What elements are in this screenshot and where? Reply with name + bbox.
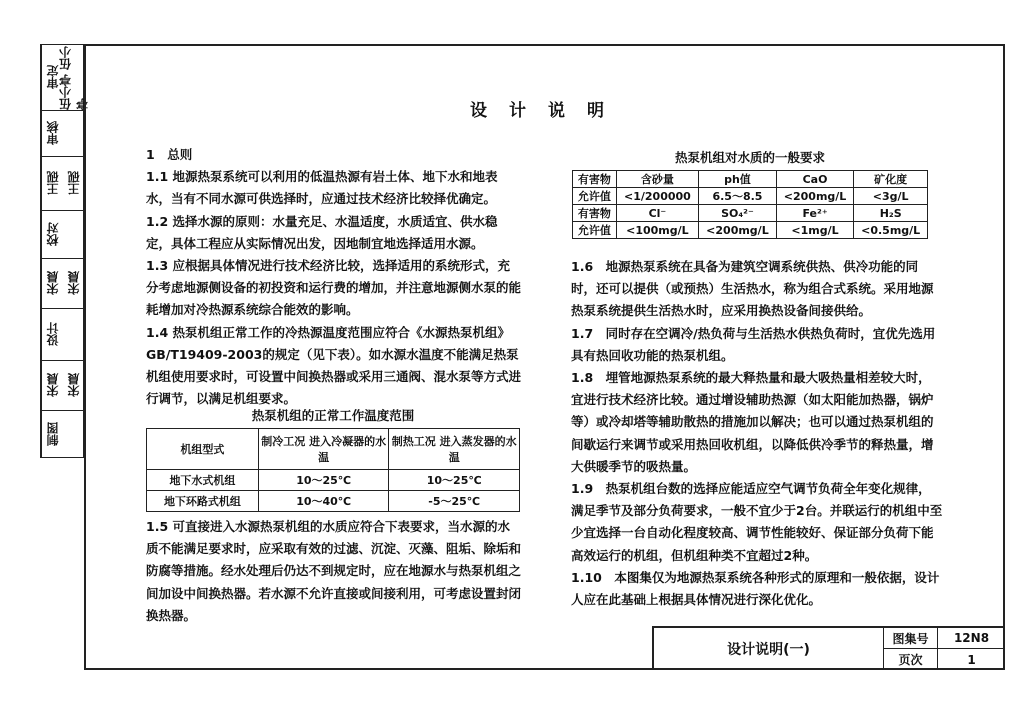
table-cell: H₂S — [854, 205, 928, 222]
table-header: 机组型式 — [147, 429, 259, 470]
role-label: 设计 — [41, 309, 63, 360]
table-cell: 10～40℃ — [258, 491, 389, 512]
signature — [63, 111, 84, 156]
table-cell: SO₄²⁻ — [699, 205, 777, 222]
signature-row — [41, 157, 83, 211]
water-quality-table — [572, 170, 928, 239]
signature-row — [41, 45, 90, 111]
table-cell: <3g/L — [854, 188, 928, 205]
table-cell: 有害物 — [573, 205, 617, 222]
paragraph: 1.3 应根据具体情况进行技术经济比较，选择适用的系统形式，充分考虑地源侧设备的初投资和运行费的增加，并注意地源侧水泵的能耗增加对冷热源系统综合能效的影响。 — [146, 258, 522, 318]
table-cell: CaO — [776, 171, 854, 188]
title-block — [652, 626, 1005, 670]
left-column-continued — [146, 516, 522, 627]
table-cell: -5～25℃ — [389, 491, 520, 512]
table-row — [147, 429, 520, 470]
table-cell: Fe²⁺ — [776, 205, 854, 222]
table-cell: Cl⁻ — [616, 205, 699, 222]
page-number: 1 — [967, 652, 976, 667]
table-row — [147, 470, 520, 491]
signature-row — [41, 361, 83, 411]
table1-caption: 热泵机组的正常工作温度范围 — [251, 408, 415, 423]
signature: 宋晨 — [67, 373, 81, 398]
review-signature-strip — [40, 44, 90, 458]
right-column — [571, 256, 943, 611]
table-row — [147, 491, 520, 512]
table-cell: 10～25℃ — [389, 470, 520, 491]
role-label: 校对 — [41, 211, 63, 258]
table-cell: 矿化度 — [854, 171, 928, 188]
role-label: 宋晨 — [41, 361, 63, 410]
paragraph: 1.10 本图集仅为地源热泵系统各种形式的原理和一般依据，设计人应在此基础上根据具体情况进行深化优化。 — [571, 569, 940, 608]
signature — [63, 309, 84, 360]
table-cell: 含砂量 — [616, 171, 699, 188]
table-cell: <100mg/L — [616, 222, 699, 239]
table-cell: <1/200000 — [616, 188, 699, 205]
signature-row — [41, 309, 83, 361]
table-header: 制冷工况 进入冷凝器的水温 — [258, 429, 389, 470]
table-header: 制热工况 进入蒸发器的水温 — [389, 429, 520, 470]
paragraph: 1.1 地源热泵系统可以利用的低温热源有岩土体、地下水和地表水，当有不同水源可供选择时，应通过技术经济比较择优确定。 — [146, 169, 498, 207]
temperature-range-table — [146, 428, 520, 512]
signature-row — [41, 411, 83, 457]
table-row — [573, 205, 928, 222]
paragraph: 1.5 可直接进入水源热泵机组的水质应符合下表要求，当水源的水质不能满足要求时，应采取有效的过滤、沉淀、灭藻、阻垢、除垢和防腐等措施。经水处理后仍达不到规定时，应在地源水与热泵机组之间加设中间换热器。若水源不允许直接或间接利用，可考虑设置封闭换热器。 — [146, 519, 522, 623]
role-label: 审定 — [41, 45, 63, 110]
table-cell: 允许值 — [573, 188, 617, 205]
paragraph: 1.2 选择水源的原则：水量充足、水温适度，水质适宜、供水稳定，具体工程应从实际情况出发，因地制宜地选择适用水源。 — [146, 213, 498, 251]
drawing-name: 设计说明(一) — [654, 628, 884, 670]
table-cell: 地下水式机组 — [147, 470, 259, 491]
role-label: 王砚 — [41, 157, 63, 210]
signature: 宋晨 — [67, 271, 81, 296]
signature: 王砚 — [67, 171, 81, 196]
signature-row — [41, 111, 83, 157]
role-label: 审核 — [41, 111, 63, 156]
table-row — [573, 188, 928, 205]
table-cell: ph值 — [699, 171, 777, 188]
paragraph: 1.8 埋管地源热泵系统的最大释热量和最大吸热量相差较大时，宜进行技术经济比较。通过增设辅助热源（如太阳能加热器，锅炉等）或冷却塔等辅助散热的措施加以解决；也可以通过热泵机组的间歇运行来调节或采用热回收机组，以降低供冷季节的释热量，增大供暖季节的吸热量。 — [571, 370, 934, 474]
page-title: 设计说明 — [470, 101, 626, 121]
table-cell: <0.5mg/L — [854, 222, 928, 239]
signature — [63, 411, 84, 457]
signature: 伍小亭 伍小亭 — [58, 45, 90, 110]
table-cell: <200mg/L — [776, 188, 854, 205]
paragraph: 1 总则 — [146, 147, 193, 162]
paragraph: 1.9 热泵机组台数的选择应能适应空气调节负荷全年变化规律，满足季节及部分负荷要求，一般不宜少于2台。并联运行的机组中至少宜选择一台自动化程度较高、调节性能较好、保证部分负荷下能高效运行的机组，但机组种类不宜超过2种。 — [571, 481, 943, 563]
left-column — [146, 144, 522, 410]
role-label: 制图 — [41, 411, 63, 457]
paragraph: 1.4 热泵机组正常工作的冷热源温度范围应符合《水源热泵机组》GB/T19409-2003的规定（见下表）。如水源水温度不能满足热泵机组使用要求时，可设置中间换热器或采用三通阀、混水泵等方式进行调节，以满足机组要求。 — [146, 324, 522, 407]
signature — [63, 211, 84, 258]
table-cell: 地下环路式机组 — [147, 491, 259, 512]
table-cell: <1mg/L — [776, 222, 854, 239]
page-number-label: 页次 — [884, 649, 938, 670]
table-cell: 10～25℃ — [258, 470, 389, 491]
table-row — [573, 222, 928, 239]
table-cell: <200mg/L — [699, 222, 777, 239]
paragraph: 1.7 同时存在空调冷/热负荷与生活热水供热负荷时，宜优先选用具有热回收功能的热泵机组。 — [571, 325, 936, 363]
table2-caption: 热泵机组对水质的一般要求 — [674, 150, 825, 165]
signature-row — [41, 211, 83, 259]
role-label: 宋晨 — [41, 259, 63, 308]
table-row — [573, 171, 928, 188]
atlas-number-label: 图集号 — [884, 628, 938, 649]
signature-row — [41, 259, 83, 309]
table-cell: 6.5～8.5 — [699, 188, 777, 205]
table-cell: 有害物 — [573, 171, 617, 188]
atlas-number: 12N8 — [938, 628, 1005, 649]
table-cell: 允许值 — [573, 222, 617, 239]
paragraph: 1.6 地源热泵系统在具备为建筑空调系统供热、供冷功能的同时，还可以提供（或预热）生活热水，称为组合式系统。采用地源热泵系统提供生活热水时，应采用换热设备间接供给。 — [571, 259, 934, 319]
